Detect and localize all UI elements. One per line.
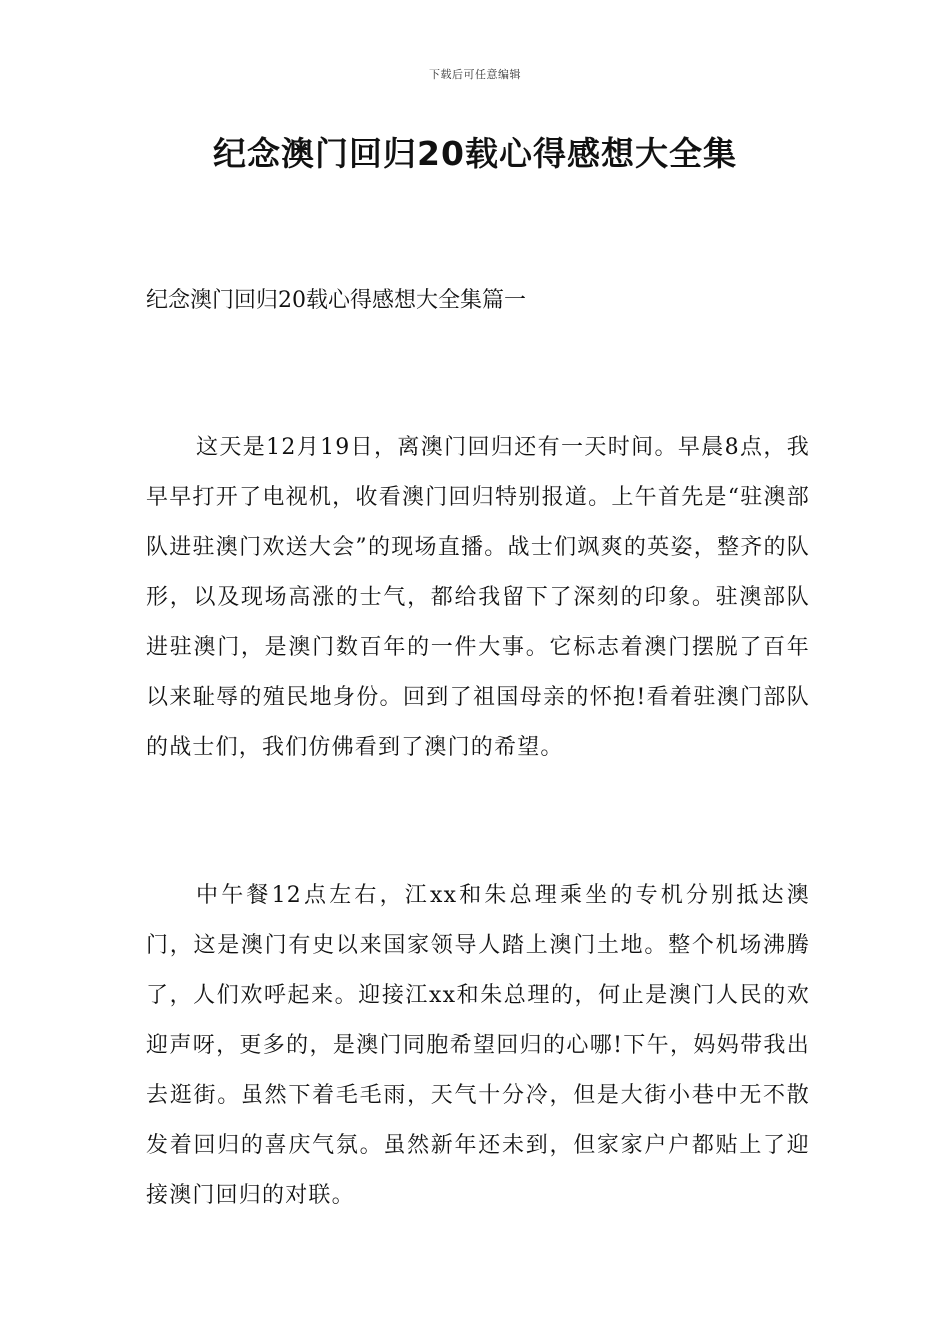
document-title: 纪念澳门回归20载心得感想大全集 bbox=[213, 134, 737, 173]
header-note: 下载后可任意编辑 bbox=[429, 68, 521, 81]
section-heading: 纪念澳门回归20载心得感想大全集篇一 bbox=[146, 288, 526, 313]
paragraph-2: 中午餐12点左右，江xx和朱总理乘坐的专机分别抵达澳门，这是澳门有史以来国家领导人踏上澳门土地。整个机场沸腾了，人们欢呼起来。迎接江xx和朱总理的，何止是澳门人民的欢迎声呀，更多的，是澳门同胞希望回归的心哪!下午，妈妈带我出去逛街。虽然下着毛毛雨，天气十分冷，但是大街小巷中无不散发着回归的喜庆气氛。虽然新年还未到，但家家户户都贴上了迎接澳门回归的对联。 bbox=[146, 883, 810, 1208]
paragraph-1: 这天是12月19日，离澳门回归还有一天时间。早晨8点，我早早打开了电视机，收看澳门回归特别报道。上午首先是“驻澳部队进驻澳门欢送大会”的现场直播。战士们飒爽的英姿，整齐的队形，以及现场高涨的士气，都给我留下了深刻的印象。驻澳部队进驻澳门，是澳门数百年的一件大事。它标志着澳门摆脱了百年以来耻辱的殖民地身份。回到了祖国母亲的怀抱!看着驻澳门部队的战士们，我们仿佛看到了澳门的希望。 bbox=[146, 435, 810, 760]
